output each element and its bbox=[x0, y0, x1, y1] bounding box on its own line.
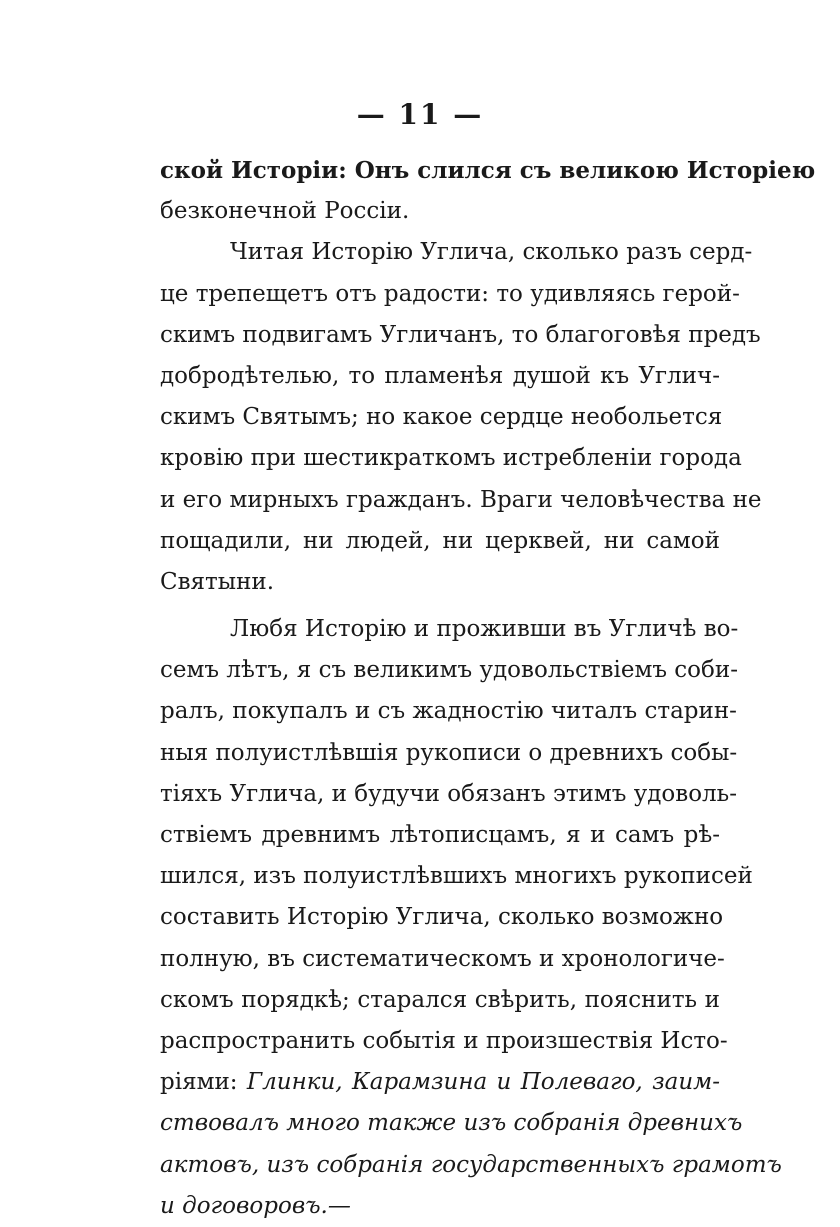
text-line: пощадили, ни людей, ни церквей, ни самой bbox=[160, 527, 720, 554]
text-line: и договоровъ.— bbox=[160, 1192, 351, 1219]
page-number: — 11 — bbox=[356, 98, 484, 131]
text-line: полную, въ систематическомъ и хронологиче- bbox=[160, 945, 725, 972]
text-line: скимъ Святымъ; но какое сердце необольется bbox=[160, 404, 723, 431]
text-line: скимъ подвигамъ Угличанъ, то благоговѣя предъ bbox=[160, 321, 761, 348]
page-text bbox=[160, 150, 816, 1227]
text-roman-part: ріями: bbox=[160, 1069, 247, 1096]
text-line: Читая Исторію Углича, сколько разъ серд- bbox=[230, 239, 753, 266]
text-line: распространить событія и произшествія Исто- bbox=[160, 1027, 728, 1054]
text-line: Святыни. bbox=[160, 568, 275, 595]
text-line: це трепещетъ отъ радости: то удивляясь герой- bbox=[160, 280, 740, 307]
text-line: ствовалъ много также изъ собранія древнихъ bbox=[160, 1110, 743, 1137]
text-line bbox=[160, 1062, 720, 1103]
text-line: безконечной Россіи. bbox=[160, 198, 410, 225]
text-line: семъ лѣтъ, я съ великимъ удовольствіемъ соби- bbox=[160, 657, 738, 684]
text-line: ныя полуистлѣвшія рукописи о древнихъ собы- bbox=[160, 739, 738, 766]
text-line: и его мирныхъ гражданъ. Враги человѣчества не bbox=[160, 486, 762, 513]
text-line: ствіемъ древнимъ лѣтописцамъ, я и самъ рѣ- bbox=[160, 822, 720, 848]
text-line: скомъ порядкѣ; старался свѣрить, пояснить и bbox=[160, 986, 720, 1013]
text-line: тіяхъ Углича, и будучи обязанъ этимъ удоволь- bbox=[160, 780, 737, 807]
text-italic-part: Глинки, Карамзина и Полеваго, заим- bbox=[246, 1069, 720, 1096]
text-line: ской Исторіи: Онъ слился съ великою Исторіею bbox=[160, 157, 816, 184]
text-line: Любя Исторію и проживши въ Угличѣ во- bbox=[230, 616, 739, 643]
text-line: кровію при шестикраткомъ истребленіи города bbox=[160, 445, 742, 472]
text-line: шился, изъ полуистлѣвшихъ многихъ рукописей bbox=[160, 863, 753, 890]
text-line: актовъ, изъ собранія государственныхъ грамотъ bbox=[160, 1151, 782, 1178]
text-line: добродѣтелью, то пламенѣя душой къ Углич- bbox=[160, 362, 720, 389]
text-line: составить Исторію Углича, сколько возможно bbox=[160, 904, 724, 931]
text-line: ралъ, покупалъ и съ жадностію читалъ старин- bbox=[160, 698, 737, 725]
